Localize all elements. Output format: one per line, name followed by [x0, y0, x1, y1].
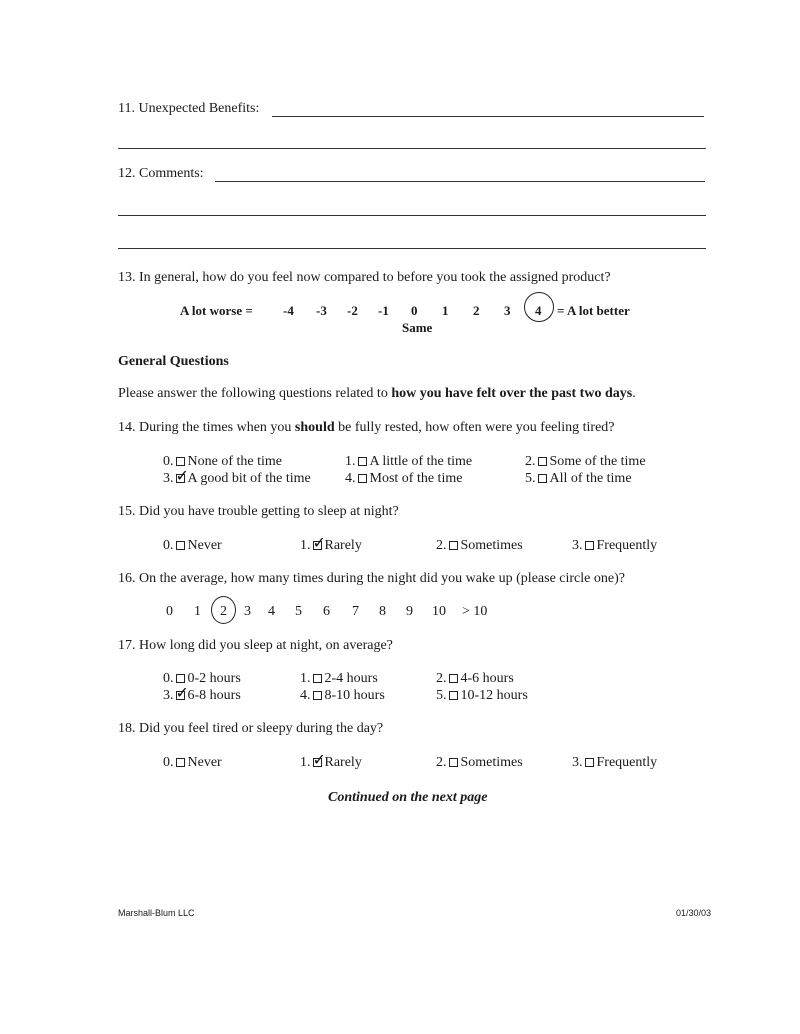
q15-label: 15. Did you have trouble getting to sleep at night? — [118, 504, 399, 519]
q12-answer-line-2[interactable] — [118, 215, 706, 216]
checkbox[interactable] — [313, 674, 322, 683]
q18-option[interactable] — [300, 755, 362, 771]
option-number: 1. — [300, 538, 311, 553]
q12-answer-line[interactable] — [215, 181, 705, 182]
checked-checkbox[interactable] — [176, 474, 185, 483]
option-label: Most of the time — [369, 471, 463, 486]
q16-scale-value[interactable]: 9 — [406, 604, 413, 619]
q15-option[interactable] — [300, 538, 362, 554]
option-label: Frequently — [596, 755, 658, 770]
checkbox[interactable] — [176, 457, 185, 466]
checkbox[interactable] — [449, 541, 458, 550]
option-label: Some of the time — [549, 454, 646, 469]
option-number: 1. — [300, 671, 311, 686]
option-label: Frequently — [596, 538, 658, 553]
q18-option[interactable] — [163, 755, 222, 771]
option-label: A good bit of the time — [187, 471, 311, 486]
checkbox[interactable] — [358, 457, 367, 466]
option-number: 0. — [163, 755, 174, 770]
q14-option[interactable] — [163, 471, 311, 487]
q15-option[interactable] — [436, 538, 523, 554]
q13-right-label: = A lot better — [557, 303, 630, 318]
q12-answer-line-3[interactable] — [118, 248, 706, 249]
q16-scale-value[interactable]: 7 — [352, 604, 359, 619]
option-label: Never — [187, 755, 222, 770]
q13-center-label: Same — [402, 320, 433, 335]
checked-checkbox[interactable] — [313, 541, 322, 550]
checkbox[interactable] — [538, 474, 547, 483]
q11-answer-line-2[interactable] — [118, 148, 706, 149]
q14-option[interactable] — [345, 471, 462, 487]
q17-option[interactable] — [436, 688, 528, 704]
q14-option[interactable] — [525, 471, 632, 487]
q11-answer-line[interactable] — [272, 116, 704, 117]
q16-scale-value[interactable]: > 10 — [462, 604, 488, 619]
q13-selection-circle — [524, 292, 554, 322]
option-label: A little of the time — [369, 454, 473, 469]
q16-scale-value[interactable]: 3 — [244, 604, 251, 619]
q15-option[interactable] — [163, 538, 222, 554]
option-label: 6-8 hours — [187, 688, 241, 703]
checkbox[interactable] — [449, 758, 458, 767]
option-number: 3. — [163, 471, 174, 486]
option-number: 3. — [163, 688, 174, 703]
checkbox[interactable] — [358, 474, 367, 483]
checkbox[interactable] — [449, 691, 458, 700]
q18-option[interactable] — [436, 755, 523, 771]
option-label: Rarely — [324, 538, 362, 553]
q16-label: 16. On the average, how many times during the night did you wake up (please circle one)? — [118, 571, 625, 586]
checked-checkbox[interactable] — [313, 758, 322, 767]
q16-scale-value[interactable]: 8 — [379, 604, 386, 619]
q13-scale-value[interactable]: 3 — [504, 303, 511, 318]
q13-label: 13. In general, how do you feel now compared to before you took the assigned product? — [118, 270, 611, 285]
option-number: 1. — [345, 454, 356, 469]
q13-scale-value[interactable]: -3 — [316, 303, 327, 318]
option-label: All of the time — [549, 471, 632, 486]
q14-label: 14. During the times when you should be fully rested, how often were you feeling tired? — [118, 420, 615, 435]
option-label: None of the time — [187, 454, 282, 469]
q11-label: 11. Unexpected Benefits: — [118, 101, 260, 116]
checkbox[interactable] — [176, 758, 185, 767]
q14-option[interactable] — [345, 454, 472, 470]
option-number: 5. — [436, 688, 447, 703]
option-number: 3. — [572, 538, 583, 553]
q13-scale-value[interactable]: -1 — [378, 303, 389, 318]
checkbox[interactable] — [538, 457, 547, 466]
q16-scale-value[interactable]: 6 — [323, 604, 330, 619]
option-label: Never — [187, 538, 222, 553]
checkbox[interactable] — [313, 691, 322, 700]
instruction: Please answer the following questions related to how you have felt over the past two days. — [118, 386, 636, 401]
option-number: 2. — [436, 671, 447, 686]
q13-scale-value[interactable]: -4 — [283, 303, 294, 318]
q15-option[interactable] — [572, 538, 657, 554]
q14-option[interactable] — [525, 454, 646, 470]
checkbox[interactable] — [176, 674, 185, 683]
option-number: 2. — [436, 755, 447, 770]
checkbox[interactable] — [176, 541, 185, 550]
option-label: 2-4 hours — [324, 671, 378, 686]
q13-scale-value[interactable]: 1 — [442, 303, 449, 318]
checked-checkbox[interactable] — [176, 691, 185, 700]
q17-option[interactable] — [436, 671, 514, 687]
option-number: 2. — [436, 538, 447, 553]
option-label: 10-12 hours — [460, 688, 528, 703]
footer-company: Marshall-Blum LLC — [118, 908, 195, 918]
q13-scale-value[interactable]: -2 — [347, 303, 358, 318]
option-label: 4-6 hours — [460, 671, 514, 686]
q16-scale-value[interactable]: 5 — [295, 604, 302, 619]
continued-note: Continued on the next page — [328, 790, 488, 805]
q18-option[interactable] — [572, 755, 657, 771]
option-number: 0. — [163, 538, 174, 553]
option-label: 8-10 hours — [324, 688, 385, 703]
option-number: 5. — [525, 471, 536, 486]
q13-scale-value[interactable]: 2 — [473, 303, 480, 318]
checkbox[interactable] — [585, 541, 594, 550]
q16-scale-value[interactable]: 0 — [166, 604, 173, 619]
q12-label: 12. Comments: — [118, 166, 204, 181]
q16-scale-value[interactable]: 2 — [220, 604, 227, 619]
q13-scale-value[interactable]: 0 — [411, 303, 418, 318]
section-heading: General Questions — [118, 354, 229, 369]
option-number: 4. — [300, 688, 311, 703]
option-number: 1. — [300, 755, 311, 770]
option-label: Sometimes — [460, 755, 523, 770]
q16-selection-circle — [211, 596, 236, 624]
option-number: 4. — [345, 471, 356, 486]
q17-option[interactable] — [300, 671, 378, 687]
q13-scale-value[interactable]: 4 — [535, 303, 542, 318]
q16-scale-value[interactable]: 4 — [268, 604, 275, 619]
checkbox[interactable] — [585, 758, 594, 767]
footer-date: 01/30/03 — [676, 908, 712, 918]
q16-scale-value[interactable]: 1 — [194, 604, 201, 619]
q16-scale-value[interactable]: 10 — [432, 604, 446, 619]
option-label: Sometimes — [460, 538, 523, 553]
q13-left-label: A lot worse = — [180, 303, 253, 318]
q17-label: 17. How long did you sleep at night, on average? — [118, 638, 393, 653]
q18-label: 18. Did you feel tired or sleepy during the day? — [118, 721, 384, 736]
checkbox[interactable] — [449, 674, 458, 683]
option-label: Rarely — [324, 755, 362, 770]
option-label: 0-2 hours — [187, 671, 241, 686]
q17-option[interactable] — [163, 688, 241, 704]
option-number: 3. — [572, 755, 583, 770]
option-number: 0. — [163, 671, 174, 686]
q17-option[interactable] — [300, 688, 385, 704]
option-number: 0. — [163, 454, 174, 469]
option-number: 2. — [525, 454, 536, 469]
